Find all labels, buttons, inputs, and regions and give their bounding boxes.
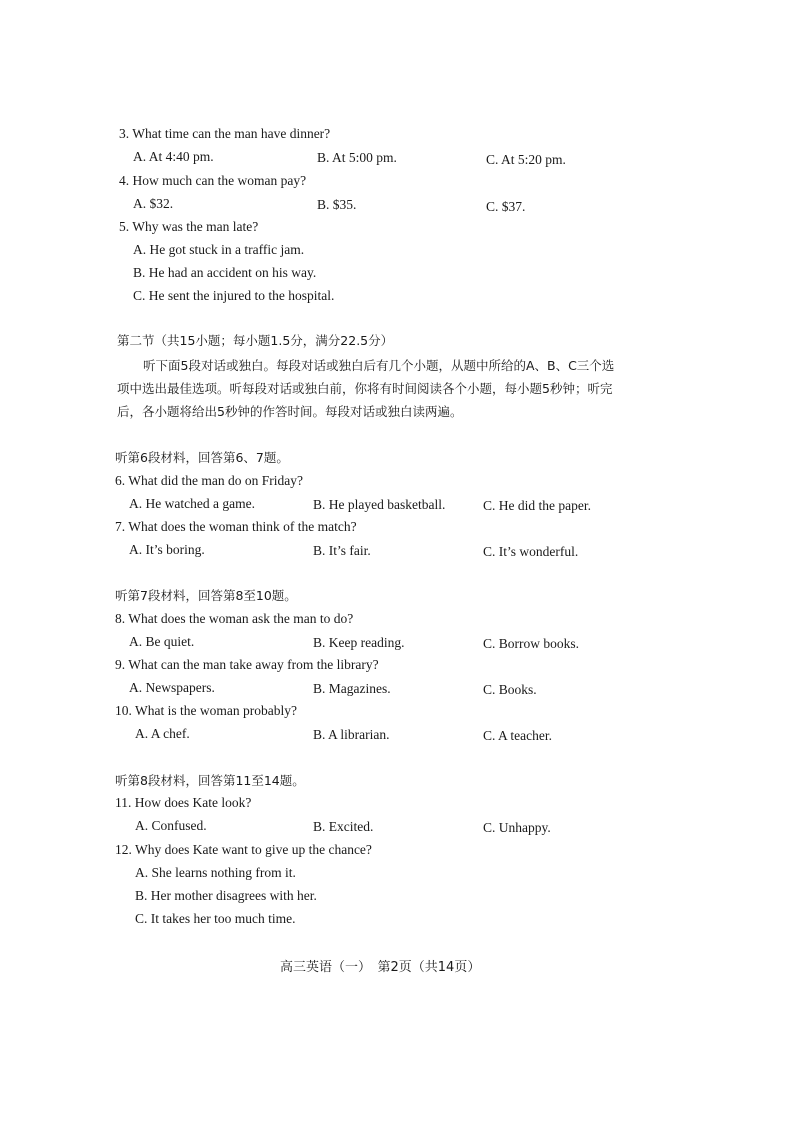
question-5-option-a: A. He got stuck in a traffic jam. xyxy=(133,242,305,257)
question-9-option-c: C. Books. xyxy=(483,682,537,697)
section-instructions xyxy=(117,354,687,423)
question-12-stem: 12. Why does Kate want to give up the chance? xyxy=(115,842,372,857)
question-7-option-b: B. It’s fair. xyxy=(313,543,371,558)
question-3-option-c: C. At 5:20 pm. xyxy=(486,152,566,167)
question-11-option-c: C. Unhappy. xyxy=(483,820,551,835)
question-6-stem: 6. What did the man do on Friday? xyxy=(115,473,303,488)
question-6-option-c: C. He did the paper. xyxy=(483,498,591,513)
question-8-stem: 8. What does the woman ask the man to do? xyxy=(115,611,354,626)
question-10-stem: 10. What is the woman probably? xyxy=(115,703,297,718)
question-4-option-a: A. $32. xyxy=(133,196,174,211)
question-7-option-c: C. It’s wonderful. xyxy=(483,544,579,559)
instruction-line-1: 听下面5段对话或独白。每段对话或独白后有几个小题，从题中所给的A、B、C三个选 xyxy=(143,358,615,373)
question-3-option-b: B. At 5:00 pm. xyxy=(317,150,397,165)
question-4-stem: 4. How much can the woman pay? xyxy=(119,173,307,188)
question-9-option-a: A. Newspapers. xyxy=(129,680,215,695)
question-5-option-c: C. He sent the injured to the hospital. xyxy=(133,288,335,303)
material-6-label: 听第6段材料，回答第6、7题。 xyxy=(115,450,289,465)
question-10-option-b: B. A librarian. xyxy=(313,727,390,742)
question-4-option-c: C. $37. xyxy=(486,199,526,214)
question-8-option-c: C. Borrow books. xyxy=(483,636,580,651)
question-12-option-b: B. Her mother disagrees with her. xyxy=(135,888,317,903)
question-3-stem: 3. What time can the man have dinner? xyxy=(119,126,331,141)
question-11-stem: 11. How does Kate look? xyxy=(115,795,252,810)
material-8-label: 听第8段材料，回答第11至14题。 xyxy=(115,773,305,788)
instruction-line-3: 后，各小题将给出5秒钟的作答时间。每段对话或独白读两遍。 xyxy=(117,404,463,419)
question-7-option-a: A. It’s boring. xyxy=(129,542,205,557)
question-3-option-a: A. At 4:40 pm. xyxy=(133,149,214,164)
question-9-option-b: B. Magazines. xyxy=(313,681,391,696)
question-5-stem: 5. Why was the man late? xyxy=(119,219,259,234)
question-9-stem: 9. What can the man take away from the library? xyxy=(115,657,379,672)
section-heading: 第二节（共15小题；每小题1.5分，满分22.5分） xyxy=(117,333,394,348)
question-7-stem: 7. What does the woman think of the match? xyxy=(115,519,357,534)
question-4-option-b: B. $35. xyxy=(317,197,357,212)
question-5-option-b: B. He had an accident on his way. xyxy=(133,265,317,280)
question-10-option-a: A. A chef. xyxy=(135,726,190,741)
question-11-option-a: A. Confused. xyxy=(135,818,207,833)
question-6-option-a: A. He watched a game. xyxy=(129,496,255,511)
question-12-option-a: A. She learns nothing from it. xyxy=(135,865,296,880)
question-8-option-b: B. Keep reading. xyxy=(313,635,405,650)
question-6-option-b: B. He played basketball. xyxy=(313,497,446,512)
page-footer: 高三英语（一） 第2页（共14页） xyxy=(280,960,481,975)
question-8-option-a: A. Be quiet. xyxy=(129,634,195,649)
question-10-option-c: C. A teacher. xyxy=(483,728,552,743)
material-7-label: 听第7段材料，回答第8至10题。 xyxy=(115,588,297,603)
question-11-option-b: B. Excited. xyxy=(313,819,374,834)
question-12-option-c: C. It takes her too much time. xyxy=(135,911,296,926)
instruction-line-2: 项中选出最佳选项。听每段对话或独白前，你将有时间阅读各个小题，每小题5秒钟；听完 xyxy=(117,381,613,396)
